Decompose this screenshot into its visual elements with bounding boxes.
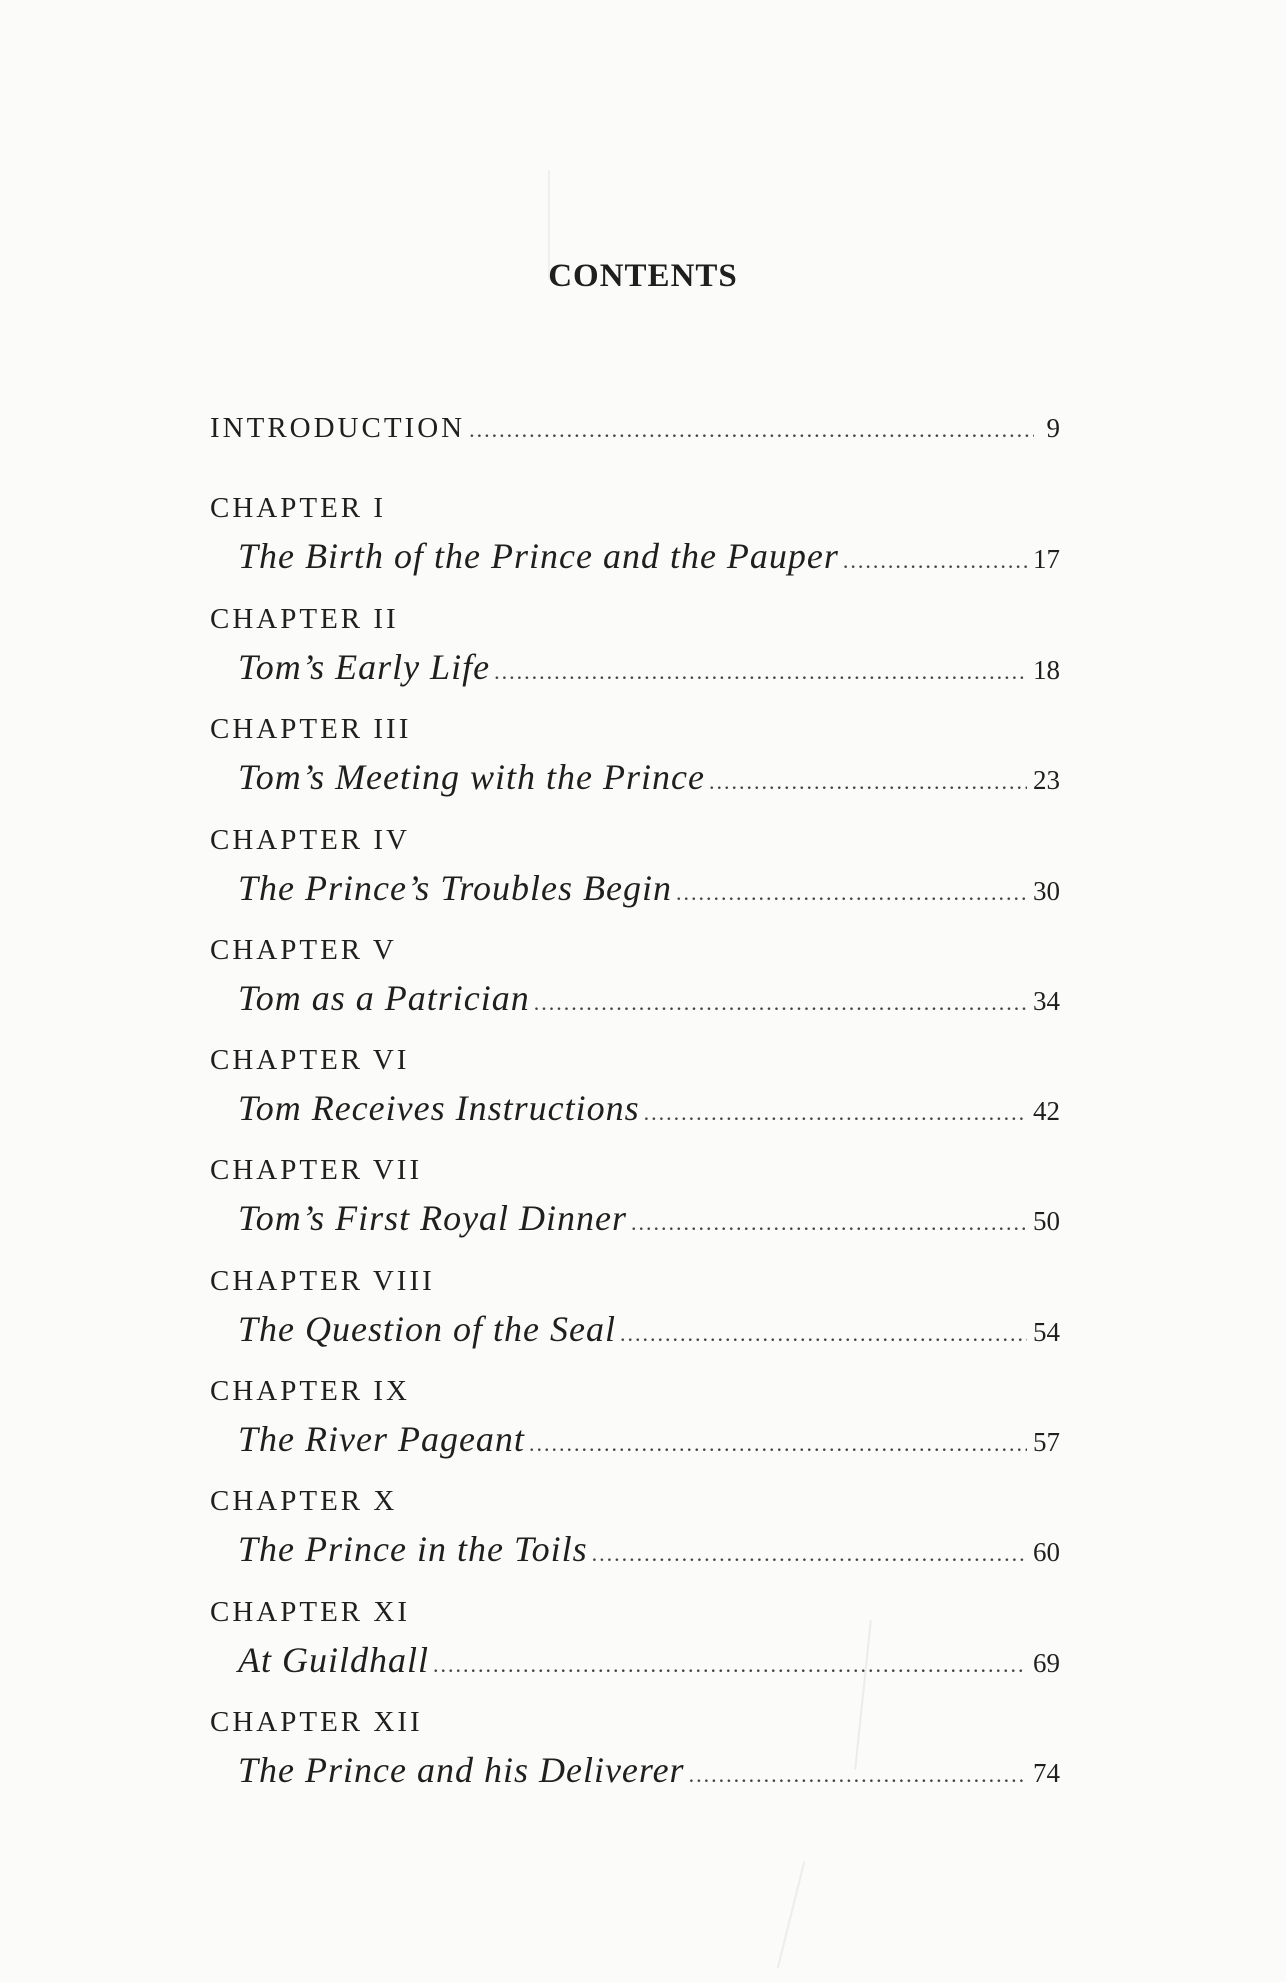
chapter-title: The Prince’s Troubles Begin — [238, 868, 672, 908]
dot-leader — [534, 990, 1027, 1016]
chapter-title: Tom’s Early Life — [238, 647, 491, 687]
chapter-heading: CHAPTER III — [210, 713, 412, 745]
toc-entry[interactable] — [210, 1528, 1060, 1570]
page-number: 42 — [1033, 1096, 1060, 1126]
page-number: 9 — [1046, 413, 1060, 443]
toc-entry[interactable] — [210, 535, 1060, 577]
page-number: 50 — [1033, 1206, 1060, 1236]
page-number: 74 — [1033, 1758, 1060, 1788]
toc-introduction[interactable] — [210, 412, 1060, 445]
dot-leader — [433, 1652, 1027, 1678]
page-number: 54 — [1033, 1317, 1060, 1347]
page-number: 30 — [1033, 876, 1060, 906]
chapter-title: The River Pageant — [238, 1419, 525, 1459]
chapter-heading: CHAPTER I — [210, 492, 387, 524]
page-number: 69 — [1033, 1648, 1060, 1678]
toc-entry[interactable] — [210, 1639, 1060, 1681]
dot-leader — [631, 1210, 1027, 1236]
dot-leader — [709, 769, 1027, 795]
toc-entry[interactable] — [210, 1418, 1060, 1460]
dot-leader — [469, 417, 1034, 443]
chapter-heading: CHAPTER IX — [210, 1375, 410, 1407]
dot-leader — [592, 1541, 1027, 1567]
page-number: 60 — [1033, 1537, 1060, 1567]
chapter-title: Tom’s First Royal Dinner — [238, 1198, 628, 1238]
page-number: 17 — [1033, 544, 1060, 574]
dot-leader — [620, 1321, 1027, 1347]
chapter-heading: CHAPTER VI — [210, 1044, 410, 1076]
chapter-title: The Prince in the Toils — [238, 1529, 588, 1569]
chapter-heading: CHAPTER VII — [210, 1154, 423, 1186]
toc-entry[interactable] — [210, 646, 1060, 688]
page-number: 23 — [1033, 765, 1060, 795]
dot-leader — [644, 1100, 1027, 1126]
page-number: 57 — [1033, 1427, 1060, 1457]
chapter-heading: CHAPTER II — [210, 603, 399, 635]
chapter-heading: CHAPTER X — [210, 1485, 398, 1517]
dot-leader — [843, 548, 1027, 574]
chapter-title: Tom’s Meeting with the Prince — [238, 757, 705, 797]
chapter-title: At Guildhall — [238, 1640, 429, 1680]
scan-artifact — [777, 1861, 806, 1968]
dot-leader — [689, 1762, 1027, 1788]
chapter-title: The Prince and his Deliverer — [238, 1750, 685, 1790]
chapter-heading: CHAPTER IV — [210, 824, 410, 856]
chapter-title: The Birth of the Prince and the Pauper — [238, 536, 839, 576]
dot-leader — [529, 1431, 1027, 1457]
chapter-heading: CHAPTER VIII — [210, 1265, 435, 1297]
chapter-heading: CHAPTER V — [210, 934, 397, 966]
toc-entry[interactable] — [210, 1087, 1060, 1129]
toc-entry[interactable] — [210, 1308, 1060, 1350]
dot-leader — [494, 659, 1027, 685]
toc-entry[interactable] — [210, 1197, 1060, 1239]
toc-entry[interactable] — [210, 977, 1060, 1019]
introduction-label: INTRODUCTION — [210, 412, 466, 444]
dot-leader — [676, 880, 1027, 906]
chapter-heading: CHAPTER XI — [210, 1596, 410, 1628]
chapter-heading: CHAPTER XII — [210, 1706, 423, 1738]
chapter-title: Tom Receives Instructions — [238, 1088, 640, 1128]
toc-entry[interactable] — [210, 867, 1060, 909]
contents-title: CONTENTS — [548, 258, 738, 294]
chapter-title: The Question of the Seal — [238, 1309, 616, 1349]
page-number: 18 — [1033, 655, 1060, 685]
toc-entry[interactable] — [210, 756, 1060, 798]
chapter-title: Tom as a Patrician — [238, 978, 530, 1018]
page-number: 34 — [1033, 986, 1060, 1016]
toc-entry[interactable] — [210, 1749, 1060, 1791]
